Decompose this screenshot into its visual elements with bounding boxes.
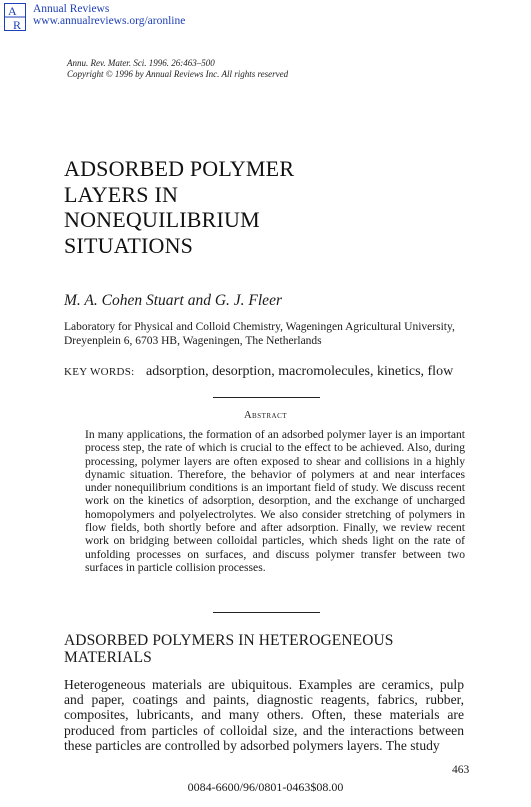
title-line: ADSORBED POLYMER	[64, 156, 295, 181]
journal-copyright: Copyright © 1996 by Annual Reviews Inc. All rights reserved	[67, 69, 289, 79]
svg-text:R: R	[13, 18, 22, 31]
page-number: 463	[452, 764, 470, 776]
annual-reviews-logo-icon	[4, 3, 26, 31]
title-line: SITUATIONS	[64, 232, 194, 258]
publisher-block	[33, 3, 185, 27]
title-line: NONEQUILIBRIUM	[64, 207, 260, 232]
article-authors: M. A. Cohen Stuart and G. J. Fleer	[64, 292, 282, 309]
author-affiliation: Laboratory for Physical and Colloid Chemistry, Wageningen Agricultural University, Dreyenplein 6, 6703 HB, Wageningen, The Netherlands	[64, 321, 455, 347]
abstract-heading: Abstract	[243, 410, 288, 421]
article-title	[64, 156, 294, 258]
title-line: LAYERS IN	[64, 181, 179, 207]
section-heading: ADSORBED POLYMERS IN HETEROGENEOUS MATERIALS	[64, 632, 394, 666]
journal-citation: Annu. Rev. Mater. Sci. 1996. 26:463–500	[67, 58, 215, 68]
publisher-url-link[interactable]: www.annualreviews.org/aronline	[33, 15, 186, 27]
section-body-text: Heterogeneous materials are ubiquitous. Examples are ceramics, pulp and paper, coatings and paints, diagnostic reagents, fabrics, rubber, composites, lubricants, and many others. Often, these materials are produced from particles of colloidal size, and the interactions between these particles are controlled by adsorbed polymers layers. The study	[64, 677, 464, 753]
keywords-label: KEY WORDS:	[64, 366, 135, 378]
publisher-name-link[interactable]: Annual Reviews	[33, 3, 110, 15]
journal-header	[67, 58, 288, 80]
keywords-list: adsorption, desorption, macromolecules, kinetics, flow	[146, 364, 454, 379]
price-code: 0084-6600/96/0801-0463$08.00	[187, 780, 344, 794]
abstract-text: In many applications, the formation of an adsorbed polymer layer is an important process step, the rate of which is crucial to the effect to be achieved. Also, during processing, polymer layers are often exposed to shear and collisions in a highly dynamic situation. Therefore, the behavior of polymers at and near interfaces under nonequilibrium conditions is an important field of study. We discuss recent work on the kinetics of adsorption, desorption, and the exchange of uncharged homopolymers and polyelectrolytes. We also consider stretching of polymers in flow fields, both shortly before and after adsorption. Finally, we review recent work on bridging between colloidal particles, which sheds light on the rate of unfolding processes on surfaces, and discuss polymer transfer between two surfaces in particle collision processes.	[85, 428, 465, 574]
divider-bottom	[213, 612, 320, 613]
svg-text:A: A	[8, 4, 17, 18]
keywords-line	[64, 364, 453, 380]
divider-top	[213, 397, 320, 398]
